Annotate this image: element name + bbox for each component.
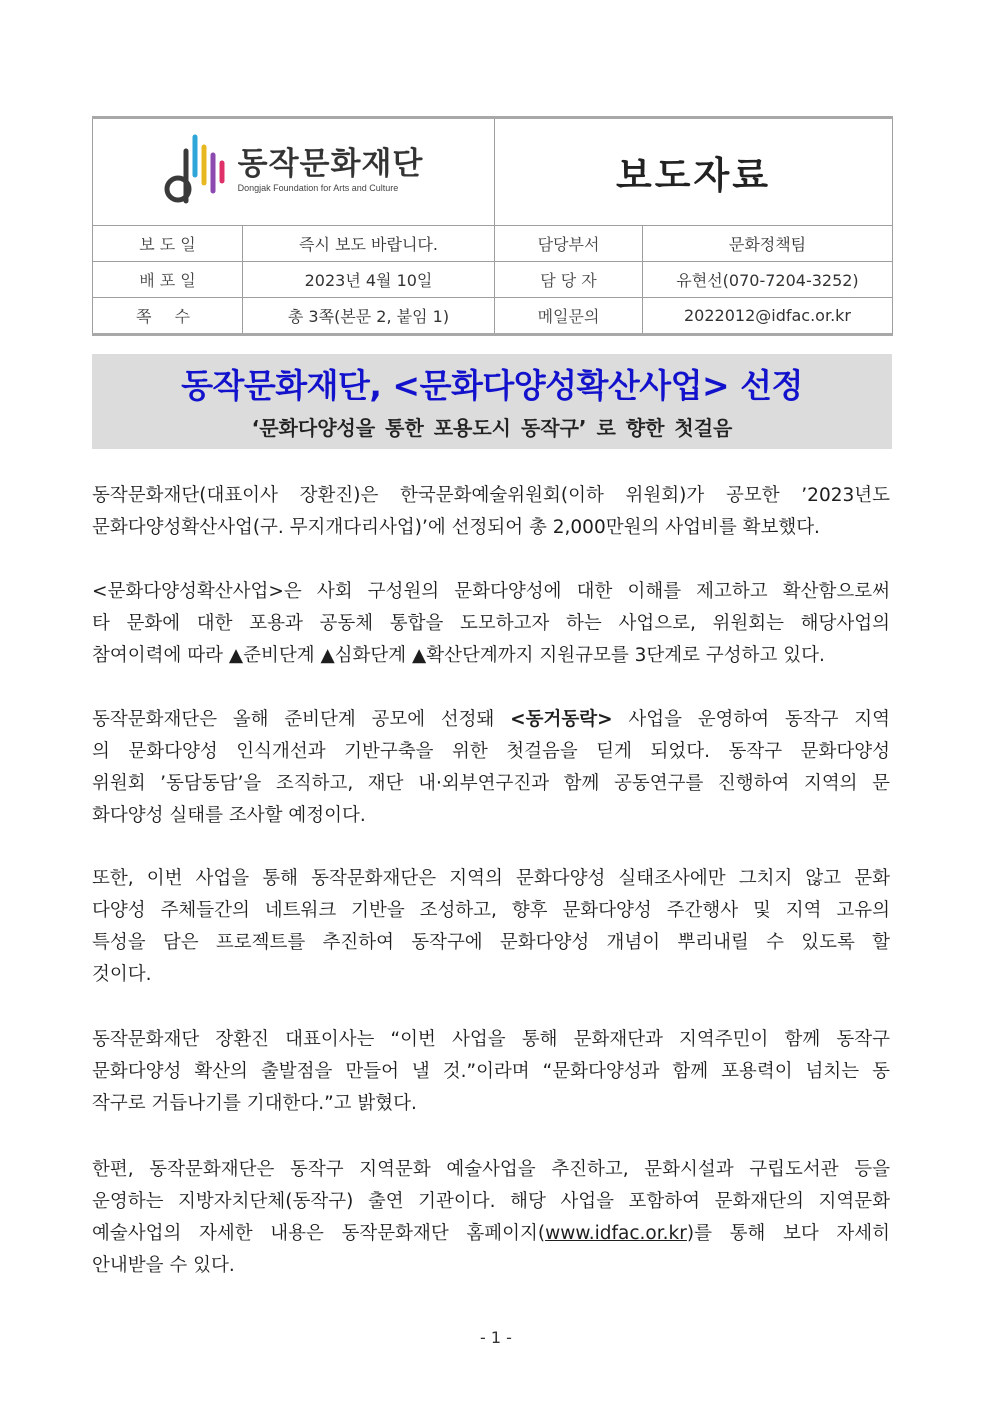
paragraph-5	[92, 1024, 890, 1120]
paragraph-2	[92, 576, 890, 672]
email-label: 메일문의	[495, 298, 643, 335]
headline: 동작문화재단, <문화다양성확산사업> 선정	[181, 366, 803, 405]
paragraph-line-part: 사업을 운영하여 동작구 지역	[628, 709, 890, 730]
program-name: <동거동락>	[510, 709, 613, 730]
sub-headline: ‘문화다양성을 통한 포용도시 동작구’ 로 향한 첫걸음	[251, 416, 733, 440]
paragraph-line-part: )를 통해 보다 자세히	[686, 1223, 890, 1244]
paragraph-line: 타 문화에 대한 포용과 공동체 통합을 도모하고자 하는 사업으로, 위원회는 해당사업의	[92, 613, 890, 634]
paragraph-line-part: 동작문화재단은 올해 준비단계 공모에 선정돼	[92, 709, 495, 730]
info-row-distribution	[93, 262, 893, 298]
distribution-date-label: 배 포 일	[93, 262, 243, 298]
doc-type-cell	[495, 118, 893, 226]
logo-cell	[93, 118, 495, 226]
press-body	[92, 480, 890, 1282]
paragraph-line	[92, 1218, 890, 1250]
paragraph-line: 화다양성 실태를 조사할 예정이다.	[92, 805, 366, 826]
doc-type-title: 보도자료	[616, 154, 771, 197]
paragraph-line: 작구로 거듭나기를 기대한다.”고 밝혔다.	[92, 1093, 417, 1114]
distribution-date-value: 2023년 4월 10일	[243, 262, 495, 298]
paragraph-line: 문화다양성 확산의 출발점을 만들어 낼 것.”이라며 “문화다양성과 함께 포용력이 넘치는 동	[92, 1061, 890, 1082]
logo-korean-name: 동작문화재단	[237, 146, 424, 182]
department-label: 담당부서	[495, 226, 643, 262]
paragraph-line: 안내받을 수 있다.	[92, 1255, 235, 1276]
release-date-value: 즉시 보도 바랍니다.	[243, 226, 495, 262]
page-count-value: 총 3쪽(본문 2, 붙임 1)	[243, 298, 495, 335]
contact-person-label: 담 당 자	[495, 262, 643, 298]
paragraph-line: 동작문화재단 장환진 대표이사는 “이번 사업을 통해 문화재단과 지역주민이 함께 동작구	[92, 1029, 890, 1050]
foundation-logo-icon	[164, 133, 230, 207]
email-value: 2022012@idfac.or.kr	[643, 298, 893, 335]
contact-person-value: 유현선(070-7204-3252)	[643, 262, 893, 298]
paragraph-line: 것이다.	[92, 964, 152, 985]
page-count-label: 쪽 수	[93, 298, 243, 335]
paragraph-line: 동작문화재단(대표이사 장환진)은 한국문화예술위원회(이하 위원회)가 공모한 ’2023년도	[92, 485, 890, 506]
paragraph-line: 특성을 담은 프로젝트를 추진하여 동작구에 문화다양성 개념이 뿌리내릴 수 있도록 할	[92, 932, 890, 953]
paragraph-line: <문화다양성확산사업>은 사회 구성원의 문화다양성에 대한 이해를 제고하고 확산함으로써	[92, 581, 890, 602]
paragraph-1	[92, 480, 890, 544]
paragraph-line: 위원회 ’동담동담’을 조직하고, 재단 내·외부연구진과 함께 공동연구를 진행하여 지역의 문	[92, 773, 890, 794]
paragraph-6	[92, 1154, 890, 1282]
department-value: 문화정책팀	[643, 226, 893, 262]
homepage-link[interactable]: www.idfac.or.kr	[545, 1223, 687, 1244]
headline-box	[92, 354, 892, 449]
paragraph-line: 또한, 이번 사업을 통해 동작문화재단은 지역의 문화다양성 실태조사에만 그치지 않고 문화	[92, 868, 890, 889]
paragraph-line: 운영하는 지방자치단체(동작구) 출연 기관이다. 해당 사업을 포함하여 문화재단의 지역문화	[92, 1191, 890, 1212]
paragraph-line-part: 예술사업의 자세한 내용은 동작문화재단 홈페이지(	[92, 1223, 546, 1244]
info-row-release	[93, 226, 893, 262]
press-header-table	[92, 116, 893, 336]
paragraph-line: 한편, 동작문화재단은 동작구 지역문화 예술사업을 추진하고, 문화시설과 구립도서관 등을	[92, 1159, 890, 1180]
release-date-label: 보 도 일	[93, 226, 243, 262]
paragraph-3	[92, 704, 890, 832]
paragraph-line: 다양성 주체들간의 네트워크 기반을 조성하고, 향후 문화다양성 주간행사 및 지역 고유의	[92, 900, 890, 921]
logo-english-name: Dongjak Foundation for Arts and Culture	[237, 183, 399, 193]
paragraph-line: 참여이력에 따라 ▲준비단계 ▲심화단계 ▲확산단계까지 지원규모를 3단계로 구성하고 있다.	[92, 645, 825, 666]
paragraph-4	[92, 863, 890, 991]
info-row-pages	[93, 298, 893, 335]
page-number: - 1 -	[480, 1328, 512, 1347]
foundation-logo	[164, 133, 424, 207]
paragraph-line: 문화다양성확산사업(구. 무지개다리사업)’에 선정되어 총 2,000만원의 사업비를 확보했다.	[92, 517, 820, 538]
paragraph-line	[92, 704, 890, 736]
paragraph-line: 의 문화다양성 인식개선과 기반구축을 위한 첫걸음을 딛게 되었다. 동작구 문화다양성	[92, 741, 890, 762]
